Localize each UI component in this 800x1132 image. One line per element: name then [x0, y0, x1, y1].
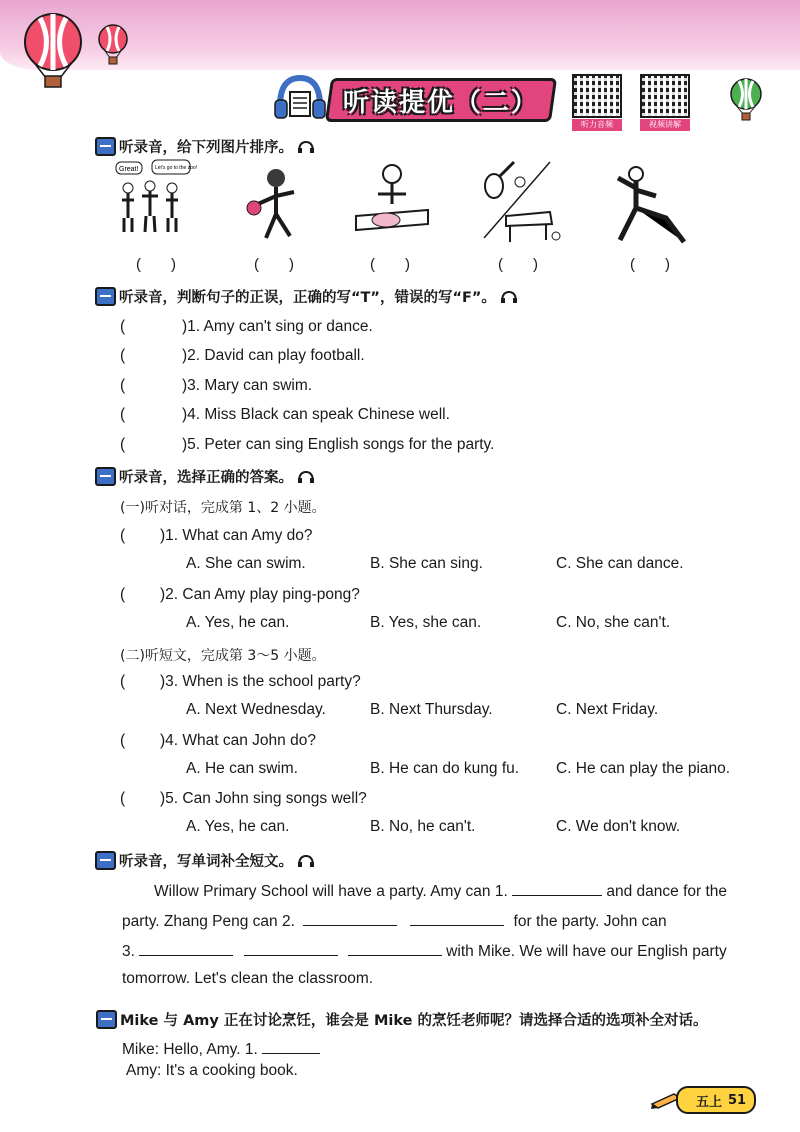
hot-air-balloon-green-icon: [728, 78, 764, 124]
mc-q3-b[interactable]: B. Next Thursday.: [370, 701, 493, 718]
passage-text: party. Zhang Peng can: [122, 913, 282, 930]
qr-audio-label: 听力音频: [572, 119, 622, 131]
picture-ping-pong: [240, 160, 310, 246]
tf-item-2: [120, 347, 365, 365]
mc-q2-b[interactable]: B. Yes, she can.: [370, 614, 482, 631]
mc-q2: [120, 586, 360, 604]
blank-3a[interactable]: [139, 941, 233, 956]
passage-text: Willow Primary School will have a party. Amy can: [154, 883, 495, 900]
question-text: )1. What can Amy do?: [160, 527, 313, 544]
audio-icon[interactable]: [297, 140, 315, 154]
passage-text: and dance for the: [602, 883, 728, 900]
question-text: )4. What can John do?: [160, 732, 316, 749]
tf-text: )2. David can play football.: [182, 347, 365, 364]
audio-icon[interactable]: [297, 470, 315, 484]
mc-q5-c[interactable]: C. We don't know.: [556, 818, 681, 835]
tf-text: )3. Mary can swim.: [182, 377, 313, 394]
mc-q4-b[interactable]: B. He can do kung fu.: [370, 760, 520, 777]
picture-pipa-piano: [480, 160, 560, 246]
passage-line-1: [154, 881, 727, 901]
answer-paren[interactable]: (: [120, 790, 126, 807]
section4-heading: [95, 850, 315, 871]
question-text: )3. When is the school party?: [160, 673, 361, 690]
blank-number: 2.: [281, 913, 295, 930]
picture-kung-fu: [610, 160, 690, 250]
section-badge: [96, 1010, 117, 1029]
mc-q5-a[interactable]: A. Yes, he can.: [186, 818, 290, 835]
mc-q3-c[interactable]: C. Next Friday.: [556, 701, 659, 718]
mc-q3: [120, 673, 361, 691]
mc-q5: [120, 790, 367, 808]
mc-q1-c[interactable]: C. She can dance.: [556, 555, 684, 572]
blank-number: 1.: [494, 883, 508, 900]
qr-code-icon: [640, 74, 690, 118]
headphones-book-icon: [272, 72, 328, 124]
mc-q1-a[interactable]: A. She can swim.: [186, 555, 306, 572]
mc-q2-c[interactable]: C. No, she can't.: [556, 614, 671, 631]
mc-q3-a[interactable]: A. Next Wednesday.: [186, 701, 326, 718]
mc-q4-c[interactable]: C. He can play the piano.: [556, 760, 731, 777]
audio-icon[interactable]: [297, 854, 315, 868]
blank-1[interactable]: [512, 881, 602, 896]
page-footer: [676, 1086, 756, 1114]
section1-text: 听录音，给下列图片排序。: [119, 140, 293, 156]
blank-3c[interactable]: [348, 941, 442, 956]
dialog-amy: Amy: It's a cooking book.: [126, 1062, 298, 1079]
section-badge: [95, 287, 116, 306]
section2-text: 听录音，判断句子的正误，正确的写“T”，错误的写“F”。: [119, 290, 496, 306]
mc-q4: [120, 732, 316, 750]
bubble-great: Great!: [119, 166, 139, 173]
passage-line-2: [122, 911, 667, 931]
title-box: [325, 78, 557, 122]
answer-paren[interactable]: (: [120, 732, 126, 749]
page-title: 听读提优（二）: [342, 87, 539, 118]
answer-paren[interactable]: (: [120, 377, 126, 394]
tf-item-1: [120, 318, 373, 336]
section3-text: 听录音，选择正确的答案。: [119, 470, 293, 486]
pic1-answer[interactable]: ( ): [136, 256, 176, 273]
blank-3b[interactable]: [244, 941, 338, 956]
passage-line-3: [122, 941, 727, 961]
section1-heading: [95, 136, 315, 157]
section2-heading: [95, 286, 518, 307]
mc-q1: [120, 527, 313, 545]
tf-text: )4. Miss Black can speak Chinese well.: [182, 406, 450, 423]
hot-air-balloon-icon: [18, 12, 88, 92]
pic5-answer[interactable]: ( ): [630, 256, 670, 273]
mc-q5-b[interactable]: B. No, he can't.: [370, 818, 476, 835]
grade-label: 五上: [696, 1094, 723, 1110]
question-text: )2. Can Amy play ping-pong?: [160, 586, 360, 603]
passage-text: for the party. John can: [513, 913, 667, 930]
answer-paren[interactable]: (: [120, 527, 126, 544]
blank-2b[interactable]: [410, 911, 504, 926]
question-text: )5. Can John sing songs well?: [160, 790, 367, 807]
section5-text: Mike 与 Amy 正在讨论烹饪，谁会是 Mike 的烹饪老师呢？请选择合适的选项补全对话。: [120, 1013, 708, 1029]
passage-text: with Mike. We will have our English party: [441, 943, 727, 960]
dialog-mike: [122, 1039, 320, 1059]
section-badge: [95, 137, 116, 156]
picture-cooking: [352, 160, 432, 246]
blank-number: 3.: [122, 943, 135, 960]
answer-paren[interactable]: (: [120, 406, 126, 423]
part2-label: (二)听短文，完成第 3～5 小题。: [120, 648, 326, 664]
answer-paren[interactable]: (: [120, 436, 126, 453]
tf-text: )1. Amy can't sing or dance.: [182, 318, 373, 335]
picture-friends-zoo: [112, 160, 198, 240]
tf-item-4: [120, 406, 450, 424]
audio-icon[interactable]: [500, 290, 518, 304]
passage-line-4: tomorrow. Let's clean the classroom.: [122, 970, 374, 987]
part1-label: (一)听对话，完成第 1、2 小题。: [120, 500, 326, 516]
hot-air-balloon-small-icon: [96, 24, 130, 68]
pic4-answer[interactable]: ( ): [498, 256, 538, 273]
qr-video[interactable]: [640, 74, 690, 128]
blank-2a[interactable]: [303, 911, 397, 926]
section3-heading: [95, 466, 315, 487]
pic2-answer[interactable]: ( ): [254, 256, 294, 273]
pic3-answer[interactable]: ( ): [370, 256, 410, 273]
bubble-zoo: Let's go to the zoo!: [155, 165, 198, 171]
section4-text: 听录音，写单词补全短文。: [119, 854, 293, 870]
mc-q2-a[interactable]: A. Yes, he can.: [186, 614, 290, 631]
tf-text: )5. Peter can sing English songs for the party.: [182, 436, 495, 453]
qr-code-icon: [572, 74, 622, 118]
dialog-text: Mike: Hello, Amy.: [122, 1041, 245, 1058]
blank-number: 1.: [244, 1041, 258, 1058]
dialog-blank-1[interactable]: [262, 1039, 320, 1054]
tf-item-3: [120, 377, 312, 395]
tf-item-5: [120, 436, 494, 454]
section5-heading: [96, 1009, 708, 1030]
answer-paren[interactable]: (: [120, 673, 126, 690]
answer-paren[interactable]: (: [120, 318, 126, 335]
section-badge: [95, 467, 116, 486]
section-badge: [95, 851, 116, 870]
qr-audio[interactable]: [572, 74, 622, 128]
qr-video-label: 视频讲解: [640, 119, 690, 131]
answer-paren[interactable]: (: [120, 347, 126, 364]
page-number: 51: [728, 1092, 747, 1108]
answer-paren[interactable]: (: [120, 586, 126, 603]
page-title-area: [272, 72, 562, 124]
mc-q4-a[interactable]: A. He can swim.: [186, 760, 298, 777]
mc-q1-b[interactable]: B. She can sing.: [370, 555, 483, 572]
